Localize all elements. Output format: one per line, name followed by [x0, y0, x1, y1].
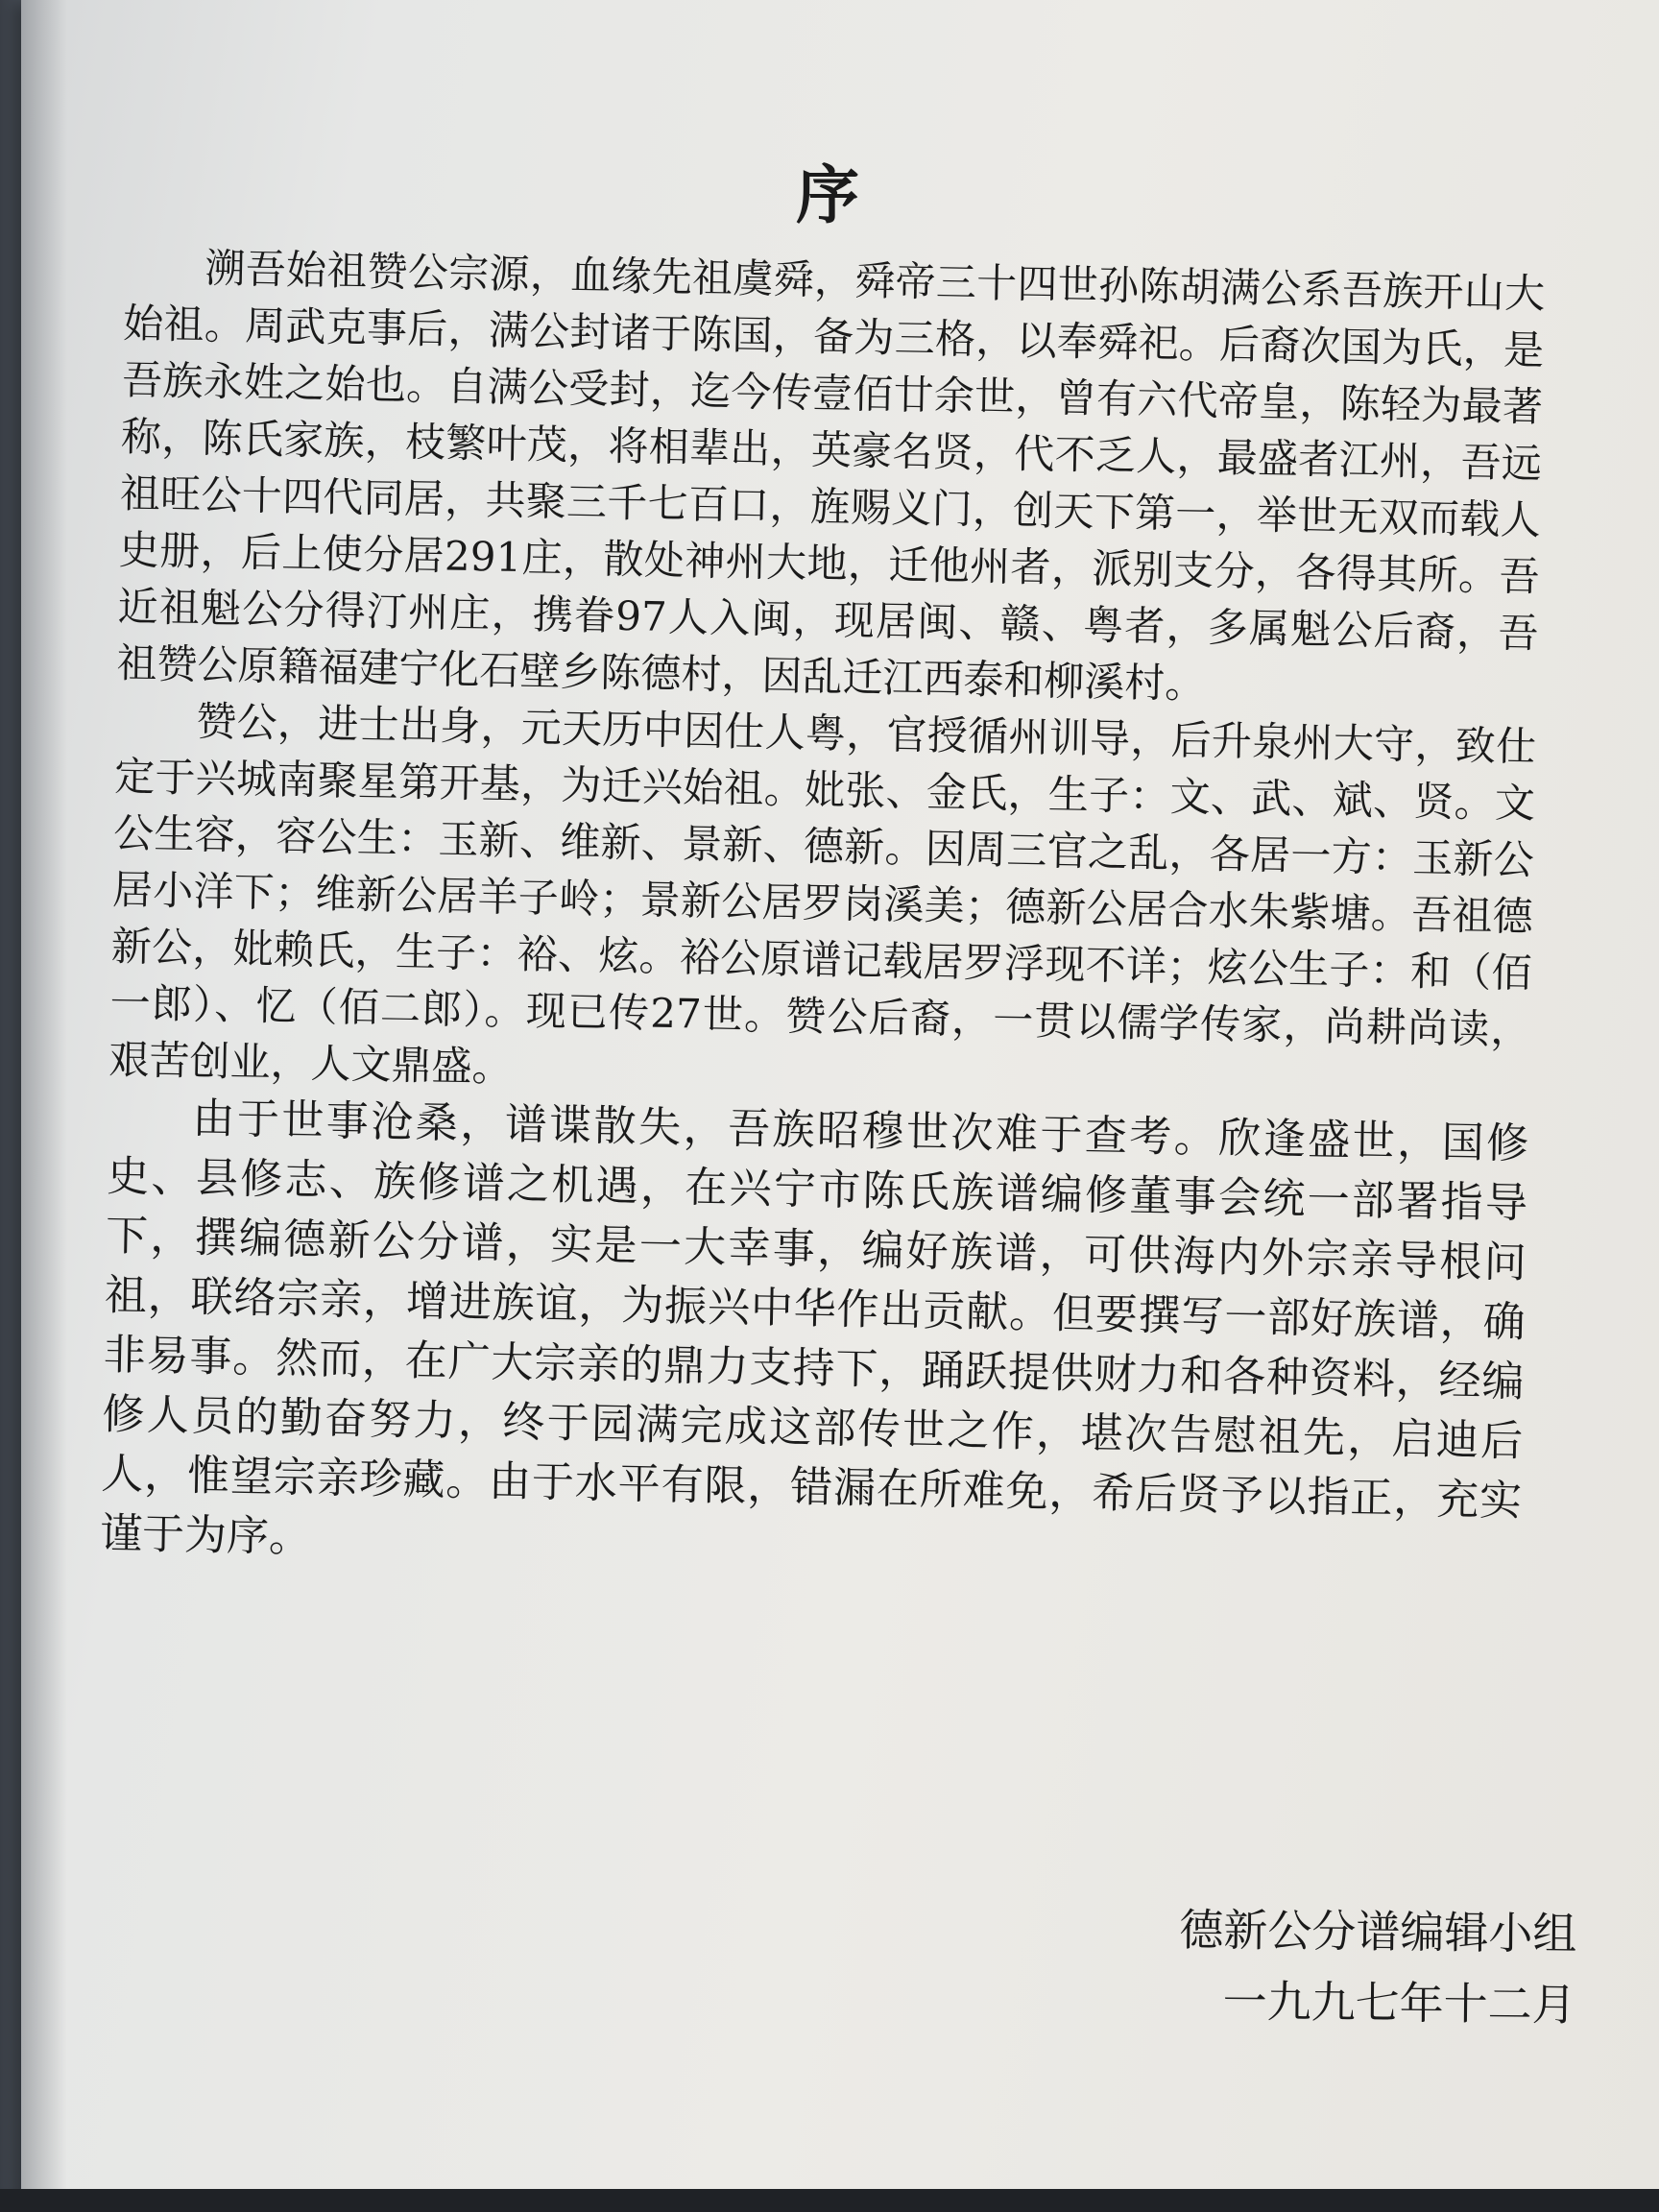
page-title: 序	[796, 157, 863, 232]
page-gutter-shadow	[21, 0, 67, 2208]
preface-body	[99, 238, 1545, 1591]
signature-date: 一九九七年十二月	[1222, 1975, 1576, 2032]
preface-paragraph-2: 赞公，进士出身，元天历中因仕人粤，官授循州训导，后升泉州大守，致仕定于兴城南聚星第开基，为迁兴始祖。妣张、金氏，生子：文、武、斌、贤。文公生容，容公生：玉新、维新、景新、德新。因周三官之乱，各居一方：玉新公居小洋下；维新公居羊子岭；景新公居罗岗溪美；德新公居合水朱紫塘。吾祖德新公，妣赖氏，生子：裕、炫。裕公原谱记载居罗浮现不详；炫公生子：和（佰一郎）、忆（佰二郎）。现已传27世。赞公后裔，一贯以儒学传家，尚耕尚读，艰苦创业，人文鼎盛。	[108, 697, 1537, 1091]
preface-paragraph-3: 由于世事沧桑，谱谍散失，吾族昭穆世次难于查考。欣逢盛世，国修史、县修志、族修谱之机遇，在兴宁市陈氏族谱编修董事会统一部署指导下，撰编德新公分谱，实是一大幸事，编好族谱，可供海内外宗亲导根问祖，联络宗亲，增进族谊，为振兴中华作出贡献。但要撰写一部好族谱，确非易事。然而，在广大宗亲的鼎力支持下，踊跃提供财力和各种资料，经编修人员的勤奋努力，终于园满完成这部传世之作，堪次告慰祖先，启迪后人，惟望宗亲珍藏。由于水平有限，错漏在所难免，希后贤予以指正，充实 谨于为序。	[99, 1094, 1529, 1562]
preface-paragraph-1: 溯吾始祖赞公宗源，血缘先祖虞舜，舜帝三十四世孙陈胡满公系吾族开山大始祖。周武克事后，满公封诸于陈国，备为三格，以奉舜祀。后裔次国为氏，是吾族永姓之始也。自满公受封，迄今传壹佰廿余世，曾有六代帝皇，陈轻为最著称，陈氏家族，枝繁叶茂，将相辈出，英豪名贤，代不乏人，最盛者江州，吾远祖旺公十四代同居，共聚三千七百口，旌赐义门，创天下第一，举世无双而载人史册，后上使分居291庄，散处神州大地，迁他州者，派别支分，各得其所。吾近祖魁公分得汀州庄，携眷97人入闽，现居闽、赣、粤者，多属魁公后裔，吾祖赞公原籍福建宁化石壁乡陈德村，因乱迁江西泰和柳溪村。	[116, 244, 1546, 708]
signature-group: 德新公分谱编辑小组	[1179, 1903, 1577, 1960]
signature-block	[1178, 1894, 1577, 2040]
desk-background	[0, 2189, 1659, 2212]
